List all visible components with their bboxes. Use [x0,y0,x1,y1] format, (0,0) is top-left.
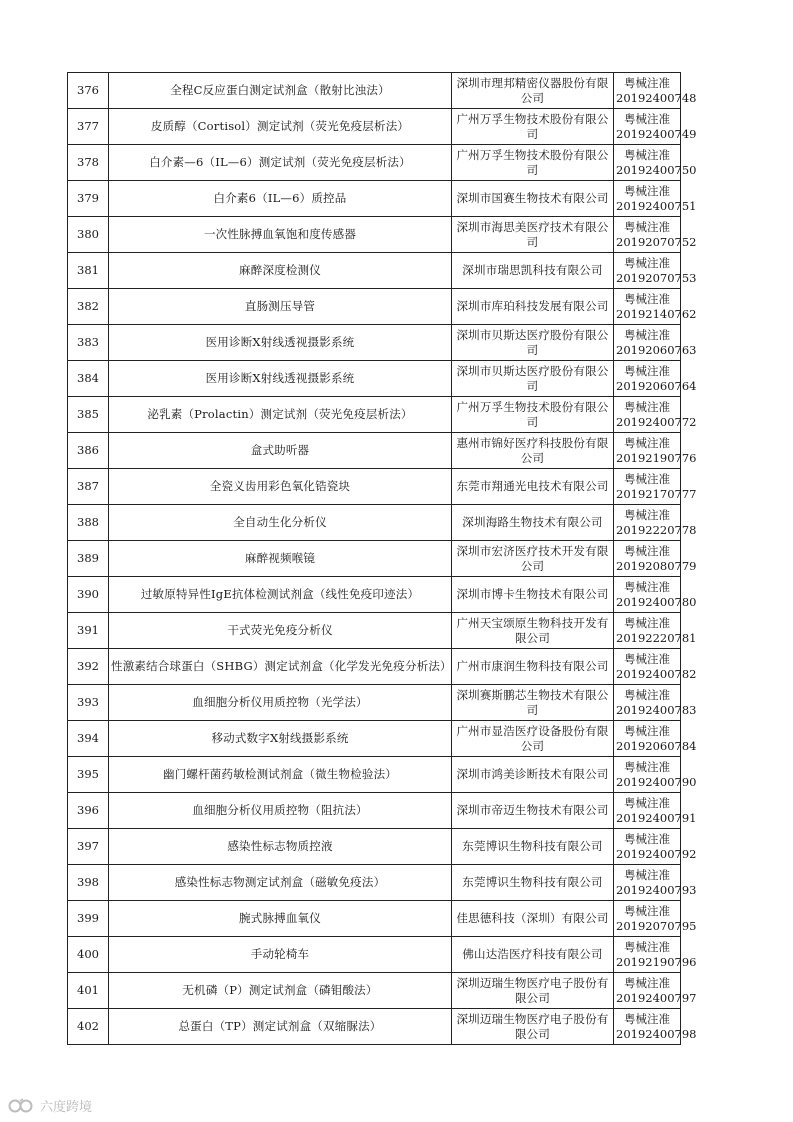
product-name: 盒式助听器 [109,433,452,469]
table-row [68,181,681,217]
row-number: 401 [68,973,109,1009]
table-row [68,937,681,973]
table-row [68,433,681,469]
table-row [68,361,681,397]
registration-number: 粤械注准20192140762 [614,289,681,325]
company-name: 深圳市库珀科技发展有限公司 [452,289,614,325]
product-name: 皮质醇（Cortisol）测定试剂（荧光免疫层析法） [109,109,452,145]
registration-number: 粤械注准20192400792 [614,829,681,865]
row-number: 396 [68,793,109,829]
company-name: 惠州市锦好医疗科技股份有限公司 [452,433,614,469]
table-row [68,865,681,901]
product-name: 移动式数字X射线摄影系统 [109,721,452,757]
row-number: 387 [68,469,109,505]
row-number: 398 [68,865,109,901]
row-number: 385 [68,397,109,433]
registration-number: 粤械注准20192070795 [614,901,681,937]
registration-number: 粤械注准20192220781 [614,613,681,649]
row-number: 382 [68,289,109,325]
product-name: 腕式脉搏血氧仪 [109,901,452,937]
row-number: 381 [68,253,109,289]
registration-number: 粤械注准20192400782 [614,649,681,685]
watermark-text: 六度跨境 [40,1100,93,1115]
table-row [68,469,681,505]
row-number: 397 [68,829,109,865]
table-row [68,325,681,361]
table-row [68,649,681,685]
registration-number: 粤械注准20192170777 [614,469,681,505]
product-name: 性激素结合球蛋白（SHBG）测定试剂盒（化学发光免疫分析法） [109,649,452,685]
table-row [68,289,681,325]
registration-number: 粤械注准20192060784 [614,721,681,757]
registration-number: 粤械注准20192190776 [614,433,681,469]
company-name: 广州天宝颂原生物科技开发有限公司 [452,613,614,649]
product-name: 直肠测压导管 [109,289,452,325]
table-row [68,541,681,577]
company-name: 深圳市国赛生物技术有限公司 [452,181,614,217]
registration-number: 粤械注准20192400772 [614,397,681,433]
registration-number: 粤械注准20192070752 [614,217,681,253]
product-name: 一次性脉搏血氧饱和度传感器 [109,217,452,253]
company-name: 深圳市贝斯达医疗股份有限公司 [452,361,614,397]
table-row [68,793,681,829]
row-number: 392 [68,649,109,685]
product-name: 感染性标志物测定试剂盒（磁敏免疫法） [109,865,452,901]
product-name: 总蛋白（TP）测定试剂盒（双缩脲法） [109,1009,452,1045]
row-number: 378 [68,145,109,181]
six-degrees-logo-icon [8,1098,36,1114]
table-row [68,73,681,109]
registration-number: 粤械注准20192400797 [614,973,681,1009]
company-name: 广州市康润生物科技有限公司 [452,649,614,685]
company-name: 深圳市理邦精密仪器股份有限公司 [452,73,614,109]
table-row [68,721,681,757]
product-name: 白介素6（IL—6）质控品 [109,181,452,217]
table-body [68,73,697,1045]
product-name: 泌乳素（Prolactin）测定试剂（荧光免疫层析法） [109,397,452,433]
table-row [68,397,681,433]
company-name: 佛山达浩医疗科技有限公司 [452,937,614,973]
row-number: 386 [68,433,109,469]
registration-number: 粤械注准20192060763 [614,325,681,361]
company-name: 东莞市翔通光电技术有限公司 [452,469,614,505]
product-name: 麻醉视频喉镜 [109,541,452,577]
row-number: 400 [68,937,109,973]
registration-number: 粤械注准20192400751 [614,181,681,217]
product-name: 医用诊断X射线透视摄影系统 [109,361,452,397]
table-row [68,505,681,541]
company-name: 深圳迈瑞生物医疗电子股份有限公司 [452,1009,614,1045]
table-row [68,613,681,649]
row-number: 395 [68,757,109,793]
company-name: 东莞博识生物科技有限公司 [452,865,614,901]
product-name: 血细胞分析仪用质控物（光学法） [109,685,452,721]
registration-number: 粤械注准20192220778 [614,505,681,541]
table-row [68,901,681,937]
table-row [68,109,681,145]
row-number: 388 [68,505,109,541]
product-name: 无机磷（P）测定试剂盒（磷钼酸法） [109,973,452,1009]
product-name: 白介素—6（IL—6）测定试剂（荧光免疫层析法） [109,145,452,181]
registration-number: 粤械注准20192400749 [614,109,681,145]
product-name: 医用诊断X射线透视摄影系统 [109,325,452,361]
company-name: 深圳市鸿美诊断技术有限公司 [452,757,614,793]
registration-number: 粤械注准20192400793 [614,865,681,901]
row-number: 393 [68,685,109,721]
company-name: 广州万孚生物技术股份有限公司 [452,145,614,181]
table-row [68,1009,681,1045]
row-number: 377 [68,109,109,145]
registration-number: 粤械注准20192400748 [614,73,681,109]
registration-number: 粤械注准20192080779 [614,541,681,577]
product-name: 全程C反应蛋白测定试剂盒（散射比浊法） [109,73,452,109]
row-number: 379 [68,181,109,217]
company-name: 深圳市博卡生物技术有限公司 [452,577,614,613]
registration-number: 粤械注准20192400750 [614,145,681,181]
row-number: 402 [68,1009,109,1045]
watermark [8,1096,92,1115]
company-name: 深圳市瑞思凯科技有限公司 [452,253,614,289]
company-name: 广州市显浩医疗设备股份有限公司 [452,721,614,757]
row-number: 383 [68,325,109,361]
product-name: 麻醉深度检测仪 [109,253,452,289]
product-name: 幽门螺杆菌药敏检测试剂盒（微生物检验法） [109,757,452,793]
company-name: 东莞博识生物科技有限公司 [452,829,614,865]
row-number: 380 [68,217,109,253]
table-row [68,253,681,289]
registration-number: 粤械注准20192400798 [614,1009,681,1045]
table-row [68,829,681,865]
registration-number: 粤械注准20192400783 [614,685,681,721]
product-name: 手动轮椅车 [109,937,452,973]
company-name: 深圳市贝斯达医疗股份有限公司 [452,325,614,361]
registration-number: 粤械注准20192400791 [614,793,681,829]
row-number: 394 [68,721,109,757]
row-number: 399 [68,901,109,937]
company-name: 深圳海路生物技术有限公司 [452,505,614,541]
row-number: 391 [68,613,109,649]
row-number: 390 [68,577,109,613]
product-name: 感染性标志物质控液 [109,829,452,865]
registration-number: 粤械注准20192070753 [614,253,681,289]
company-name: 深圳市海思美医疗技术有限公司 [452,217,614,253]
row-number: 389 [68,541,109,577]
device-registration-table [67,72,697,1045]
company-name: 深圳市宏济医疗技术开发有限公司 [452,541,614,577]
product-name: 全自动生化分析仪 [109,505,452,541]
product-name: 血细胞分析仪用质控物（阻抗法） [109,793,452,829]
table-row [68,217,681,253]
table-row [68,757,681,793]
registration-number: 粤械注准20192400790 [614,757,681,793]
table-row [68,577,681,613]
product-name: 过敏原特异性IgE抗体检测试剂盒（线性免疫印迹法） [109,577,452,613]
product-name: 全瓷义齿用彩色氧化锆瓷块 [109,469,452,505]
company-name: 深圳市帝迈生物技术有限公司 [452,793,614,829]
table-row [68,685,681,721]
company-name: 广州万孚生物技术股份有限公司 [452,109,614,145]
registration-number: 粤械注准20192400780 [614,577,681,613]
registration-number: 粤械注准20192190796 [614,937,681,973]
company-name: 佳思德科技（深圳）有限公司 [452,901,614,937]
row-number: 376 [68,73,109,109]
company-name: 广州万孚生物技术股份有限公司 [452,397,614,433]
product-name: 干式荧光免疫分析仪 [109,613,452,649]
company-name: 深圳迈瑞生物医疗电子股份有限公司 [452,973,614,1009]
company-name: 深圳赛斯鹏芯生物技术有限公司 [452,685,614,721]
row-number: 384 [68,361,109,397]
registration-number: 粤械注准20192060764 [614,361,681,397]
table-row [68,145,681,181]
table-row [68,973,681,1009]
